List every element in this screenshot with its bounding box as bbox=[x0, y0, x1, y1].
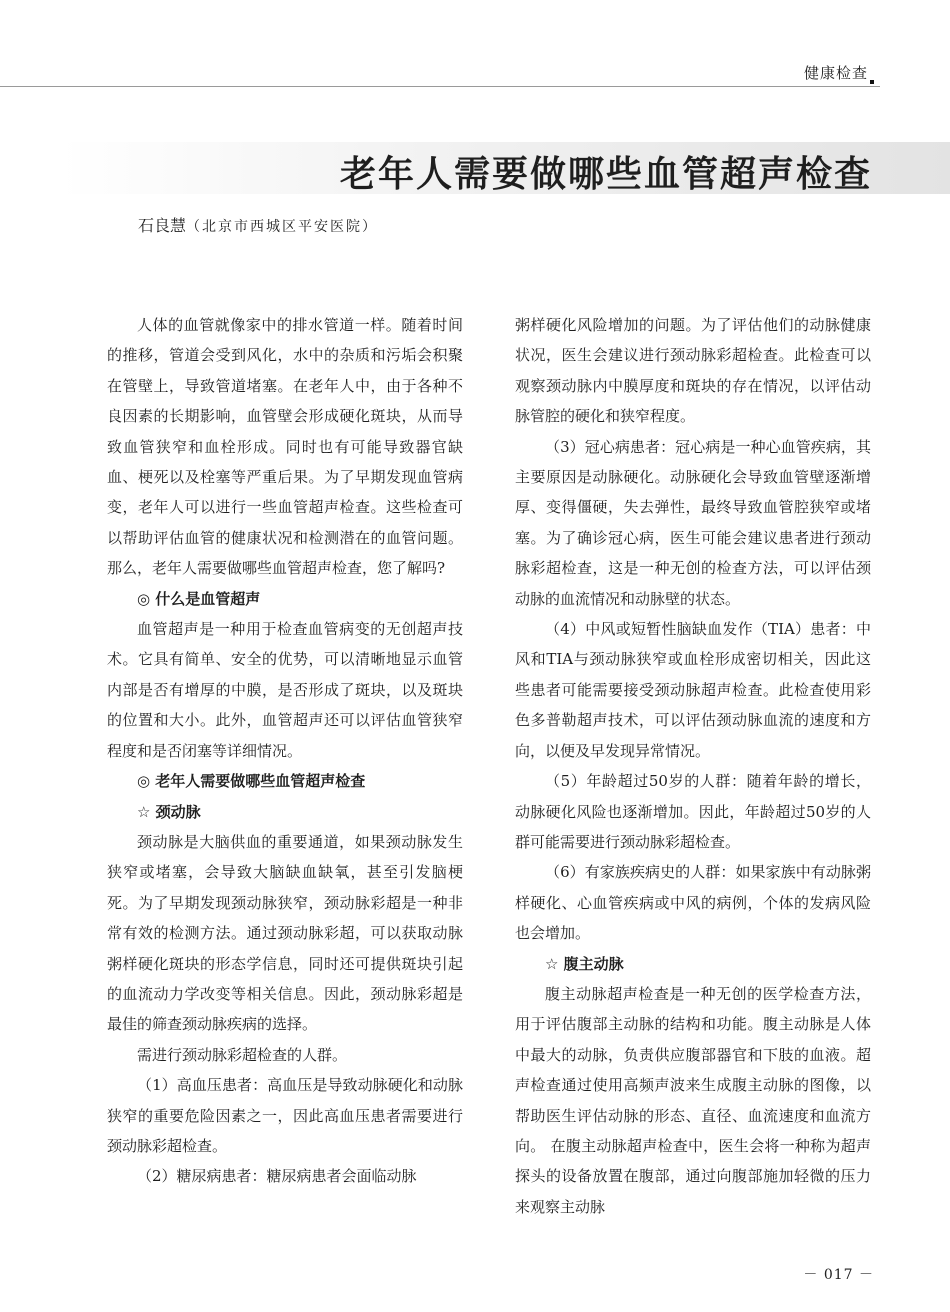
section-heading: ◎ 什么是血管超声 bbox=[137, 589, 261, 608]
subsection-heading: ☆ 颈动脉 bbox=[137, 802, 201, 821]
paragraph: （4）中风或短暂性脑缺血发作（TIA）患者：中风和TIA与颈动脉狭窄或血栓形成密切相关，因此这些患者可能需要接受颈动脉超声检查。此检查使用彩色多普勒超声技术，可以评估颈动脉血流的速度和方向，以便及早发现异常情况。 bbox=[515, 620, 871, 760]
header-mark bbox=[870, 80, 874, 84]
section-heading: ◎ 老年人需要做哪些血管超声检查 bbox=[137, 772, 366, 791]
paragraph: 人体的血管就像家中的排水管道一样。随着时间的推移，管道会受到风化，水中的杂质和污垢会积聚在管壁上，导致管道堵塞。在老年人中，由于各种不良因素的长期影响，血管壁会形成硬化斑块，从而导致血管狭窄和血栓形成。同时也有可能导致器官缺血、梗死以及栓塞等严重后果。为了早期发现血管病变，老年人可以进行一些血管超声检查。这些检查可以帮助评估血管的健康状况和检测潜在的血管问题。那么，老年人需要做哪些血管超声检查，您了解吗? bbox=[107, 316, 463, 578]
paragraph: 腹主动脉超声检查是一种无创的医学检查方法，用于评估腹部主动脉的结构和功能。腹主动脉是人体中最大的动脉，负责供应腹部器官和下肢的血液。超声检查通过使用高频声波来生成腹主动脉的图像，以帮助医生评估动脉的形态、直径、血流速度和血流方向。 在腹主动脉超声检查中，医生会将一种称为超声探头的设备放置在腹部，通过向腹部施加轻微的压力来观察主动脉 bbox=[515, 984, 871, 1216]
byline bbox=[138, 213, 378, 236]
paragraph: 需进行颈动脉彩超检查的人群。 bbox=[137, 1045, 348, 1064]
page-number: － 017 － bbox=[803, 1267, 874, 1283]
article-title: 老年人需要做哪些血管超声检查 bbox=[339, 153, 872, 195]
right-column bbox=[515, 310, 871, 1222]
paragraph: （2）糖尿病患者：糖尿病患者会面临动脉 bbox=[137, 1167, 417, 1186]
paragraph: 血管超声是一种用于检查血管病变的无创超声技术。它具有简单、安全的优势，可以清晰地显示血管内部是否有增厚的中膜，是否形成了斑块，以及斑块的位置和大小。此外，血管超声还可以评估血管狭窄程度和是否闭塞等详细情况。 bbox=[107, 620, 463, 760]
subsection-heading: ☆ 腹主动脉 bbox=[545, 954, 624, 973]
paragraph: （6）有家族疾病史的人群：如果家族中有动脉粥样硬化、心血管疾病或中风的病例，个体的发病风险也会增加。 bbox=[515, 863, 871, 943]
paragraph: （1）高血压患者：高血压是导致动脉硬化和动脉狭窄的重要危险因素之一，因此高血压患者需要进行颈动脉彩超检查。 bbox=[107, 1076, 463, 1155]
paragraph: 粥样硬化风险增加的问题。为了评估他们的动脉健康状况，医生会建议进行颈动脉彩超检查。此检查可以观察颈动脉内中膜厚度和斑块的存在情况，以评估动脉管腔的硬化和狭窄程度。 bbox=[515, 316, 871, 426]
paragraph: （5）年龄超过50岁的人群：随着年龄的增长，动脉硬化风险也逐渐增加。因此，年龄超过50岁的人群可能需要进行颈动脉彩超检查。 bbox=[515, 772, 871, 851]
header-section-label: 健康检查 bbox=[803, 64, 868, 82]
author-name: 石良慧 bbox=[138, 216, 187, 235]
left-column bbox=[107, 310, 463, 1192]
paragraph: 颈动脉是大脑供血的重要通道，如果颈动脉发生狭窄或堵塞，会导致大脑缺血缺氧，甚至引发脑梗死。为了早期发现颈动脉狭窄，颈动脉彩超是一种非常有效的检测方法。通过颈动脉彩超，可以获取动脉粥样硬化斑块的形态学信息，同时还可提供斑块引起的血流动力学改变等相关信息。因此，颈动脉彩超是最佳的筛查颈动脉疾病的选择。 bbox=[107, 832, 463, 1034]
paragraph: （3）冠心病患者：冠心病是一种心血管疾病，其主要原因是动脉硬化。动脉硬化会导致血管壁逐渐增厚、变得僵硬，失去弹性，最终导致血管腔狭窄或堵塞。为了确诊冠心病，医生可能会建议患者进行颈动脉彩超检查，这是一种无创的检查方法，可以评估颈动脉的血流情况和动脉壁的状态。 bbox=[515, 437, 871, 608]
header-rule bbox=[0, 86, 880, 87]
author-affiliation: （北京市西城区平安医院） bbox=[186, 219, 379, 235]
